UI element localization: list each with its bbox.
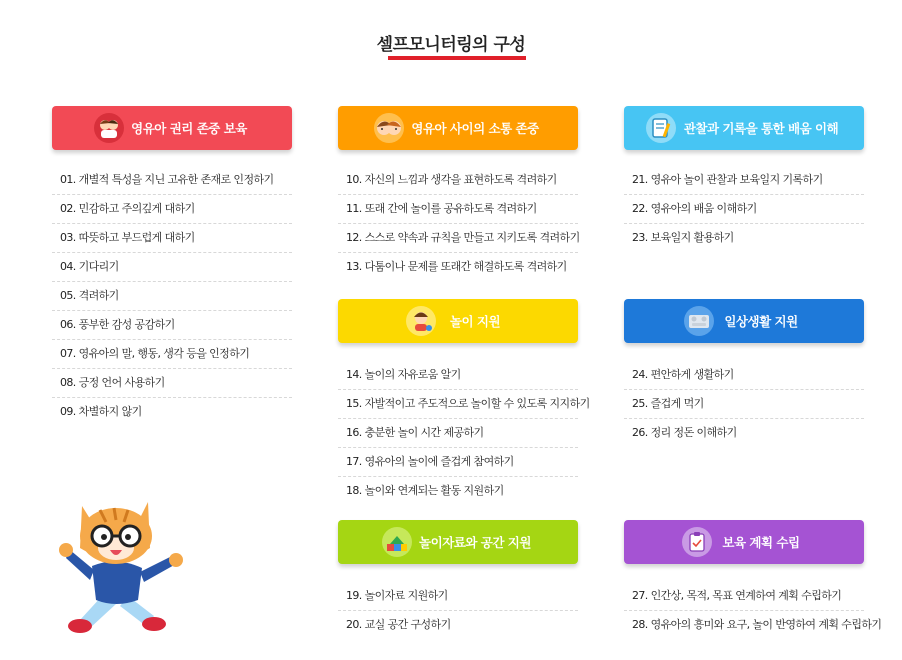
criteria-item: 28. 영유아의 흥미와 요구, 놀이 반영하여 계획 수립하기 [632,618,882,631]
criteria-item: 14. 놀이의 자유로움 알기 [338,361,578,390]
criteria-item: 17. 영유아의 놀이에 즐겁게 참여하기 [338,448,578,477]
notebook-pencil-icon [646,113,676,143]
criteria-list-play [338,361,590,505]
criteria-list-planning [624,582,882,639]
column-observation-daily [624,106,864,447]
criteria-list-communication [338,166,578,281]
criteria-item: 15. 자발적이고 주도적으로 놀이할 수 있도록 지지하기 [338,390,578,419]
column-communication-play [338,106,590,505]
section-header-play [338,299,578,343]
criteria-item: 21. 영유아 놀이 관찰과 보육일지 기록하기 [624,166,864,195]
criteria-item: 05. 격려하기 [52,282,292,311]
clipboard-icon [682,527,712,557]
criteria-list-rights [52,166,292,426]
criteria-list-materials [338,582,578,639]
criteria-item: 19. 놀이자료 지원하기 [338,582,578,611]
section-title: 놀이자료와 공간 지원 [419,535,531,550]
criteria-item: 22. 영유아의 배움 이해하기 [624,195,864,224]
criteria-item: 02. 민감하고 주의깊게 대하기 [52,195,292,224]
criteria-item: 07. 영유아의 말, 행동, 생각 등을 인정하기 [52,340,292,369]
criteria-list-daily [624,361,864,447]
criteria-item: 10. 자신의 느낌과 생각을 표현하도록 격려하기 [338,166,578,195]
criteria-item: 13. 다툼이나 문제를 또래간 해결하도록 격려하기 [346,260,567,273]
section-header-planning [624,520,864,564]
section-header-observation [624,106,864,150]
criteria-item: 20. 교실 공간 구성하기 [346,618,451,631]
section-title: 놀이 지원 [449,314,501,329]
criteria-item: 01. 개별적 특성을 지닌 고유한 존재로 인정하기 [52,166,292,195]
column-rights [52,106,292,426]
building-blocks-icon [382,527,412,557]
section-header-communication [338,106,578,150]
criteria-list-observation [624,166,864,252]
criteria-item: 27. 인간상, 목적, 목표 연계하여 계획 수립하기 [624,582,864,611]
column-materials [338,520,578,639]
section-title: 보육 계획 수립 [722,535,800,550]
criteria-item: 04. 기다리기 [52,253,292,282]
criteria-item: 24. 편안하게 생활하기 [624,361,864,390]
criteria-item: 06. 풍부한 감성 공감하기 [52,311,292,340]
criteria-item: 26. 정리 정돈 이해하기 [632,426,737,439]
column-planning [624,520,882,639]
page-title: 셀프모니터링의 구성 [376,35,526,55]
criteria-item: 09. 차별하지 않기 [60,405,142,418]
cat-mascot-illustration [50,488,190,638]
lunch-tray-icon [684,306,714,336]
section-header-daily [624,299,864,343]
two-children-icon [374,113,404,143]
criteria-item: 08. 긍정 언어 사용하기 [52,369,292,398]
criteria-item: 12. 스스로 약속과 규칙을 만들고 지키도록 격려하기 [338,224,578,253]
criteria-item: 18. 놀이와 연계되는 활동 지원하기 [346,484,504,497]
children-hugging-icon [94,113,124,143]
title-underline [388,56,526,60]
section-title: 일상생활 지원 [724,314,798,329]
section-title: 영유아 권리 존중 보육 [131,121,247,136]
criteria-item: 11. 또래 간에 놀이를 공유하도록 격려하기 [338,195,578,224]
section-title: 영유아 사이의 소통 존중 [411,121,539,136]
criteria-item: 25. 즐겁게 먹기 [624,390,864,419]
criteria-item: 03. 따뜻하고 부드럽게 대하기 [52,224,292,253]
section-header-materials [338,520,578,564]
child-playing-icon [406,306,436,336]
criteria-item: 16. 충분한 놀이 시간 제공하기 [338,419,578,448]
section-header-rights [52,106,292,150]
criteria-item: 23. 보육일지 활용하기 [632,231,734,244]
section-title: 관찰과 기록을 통한 배움 이해 [683,121,839,136]
